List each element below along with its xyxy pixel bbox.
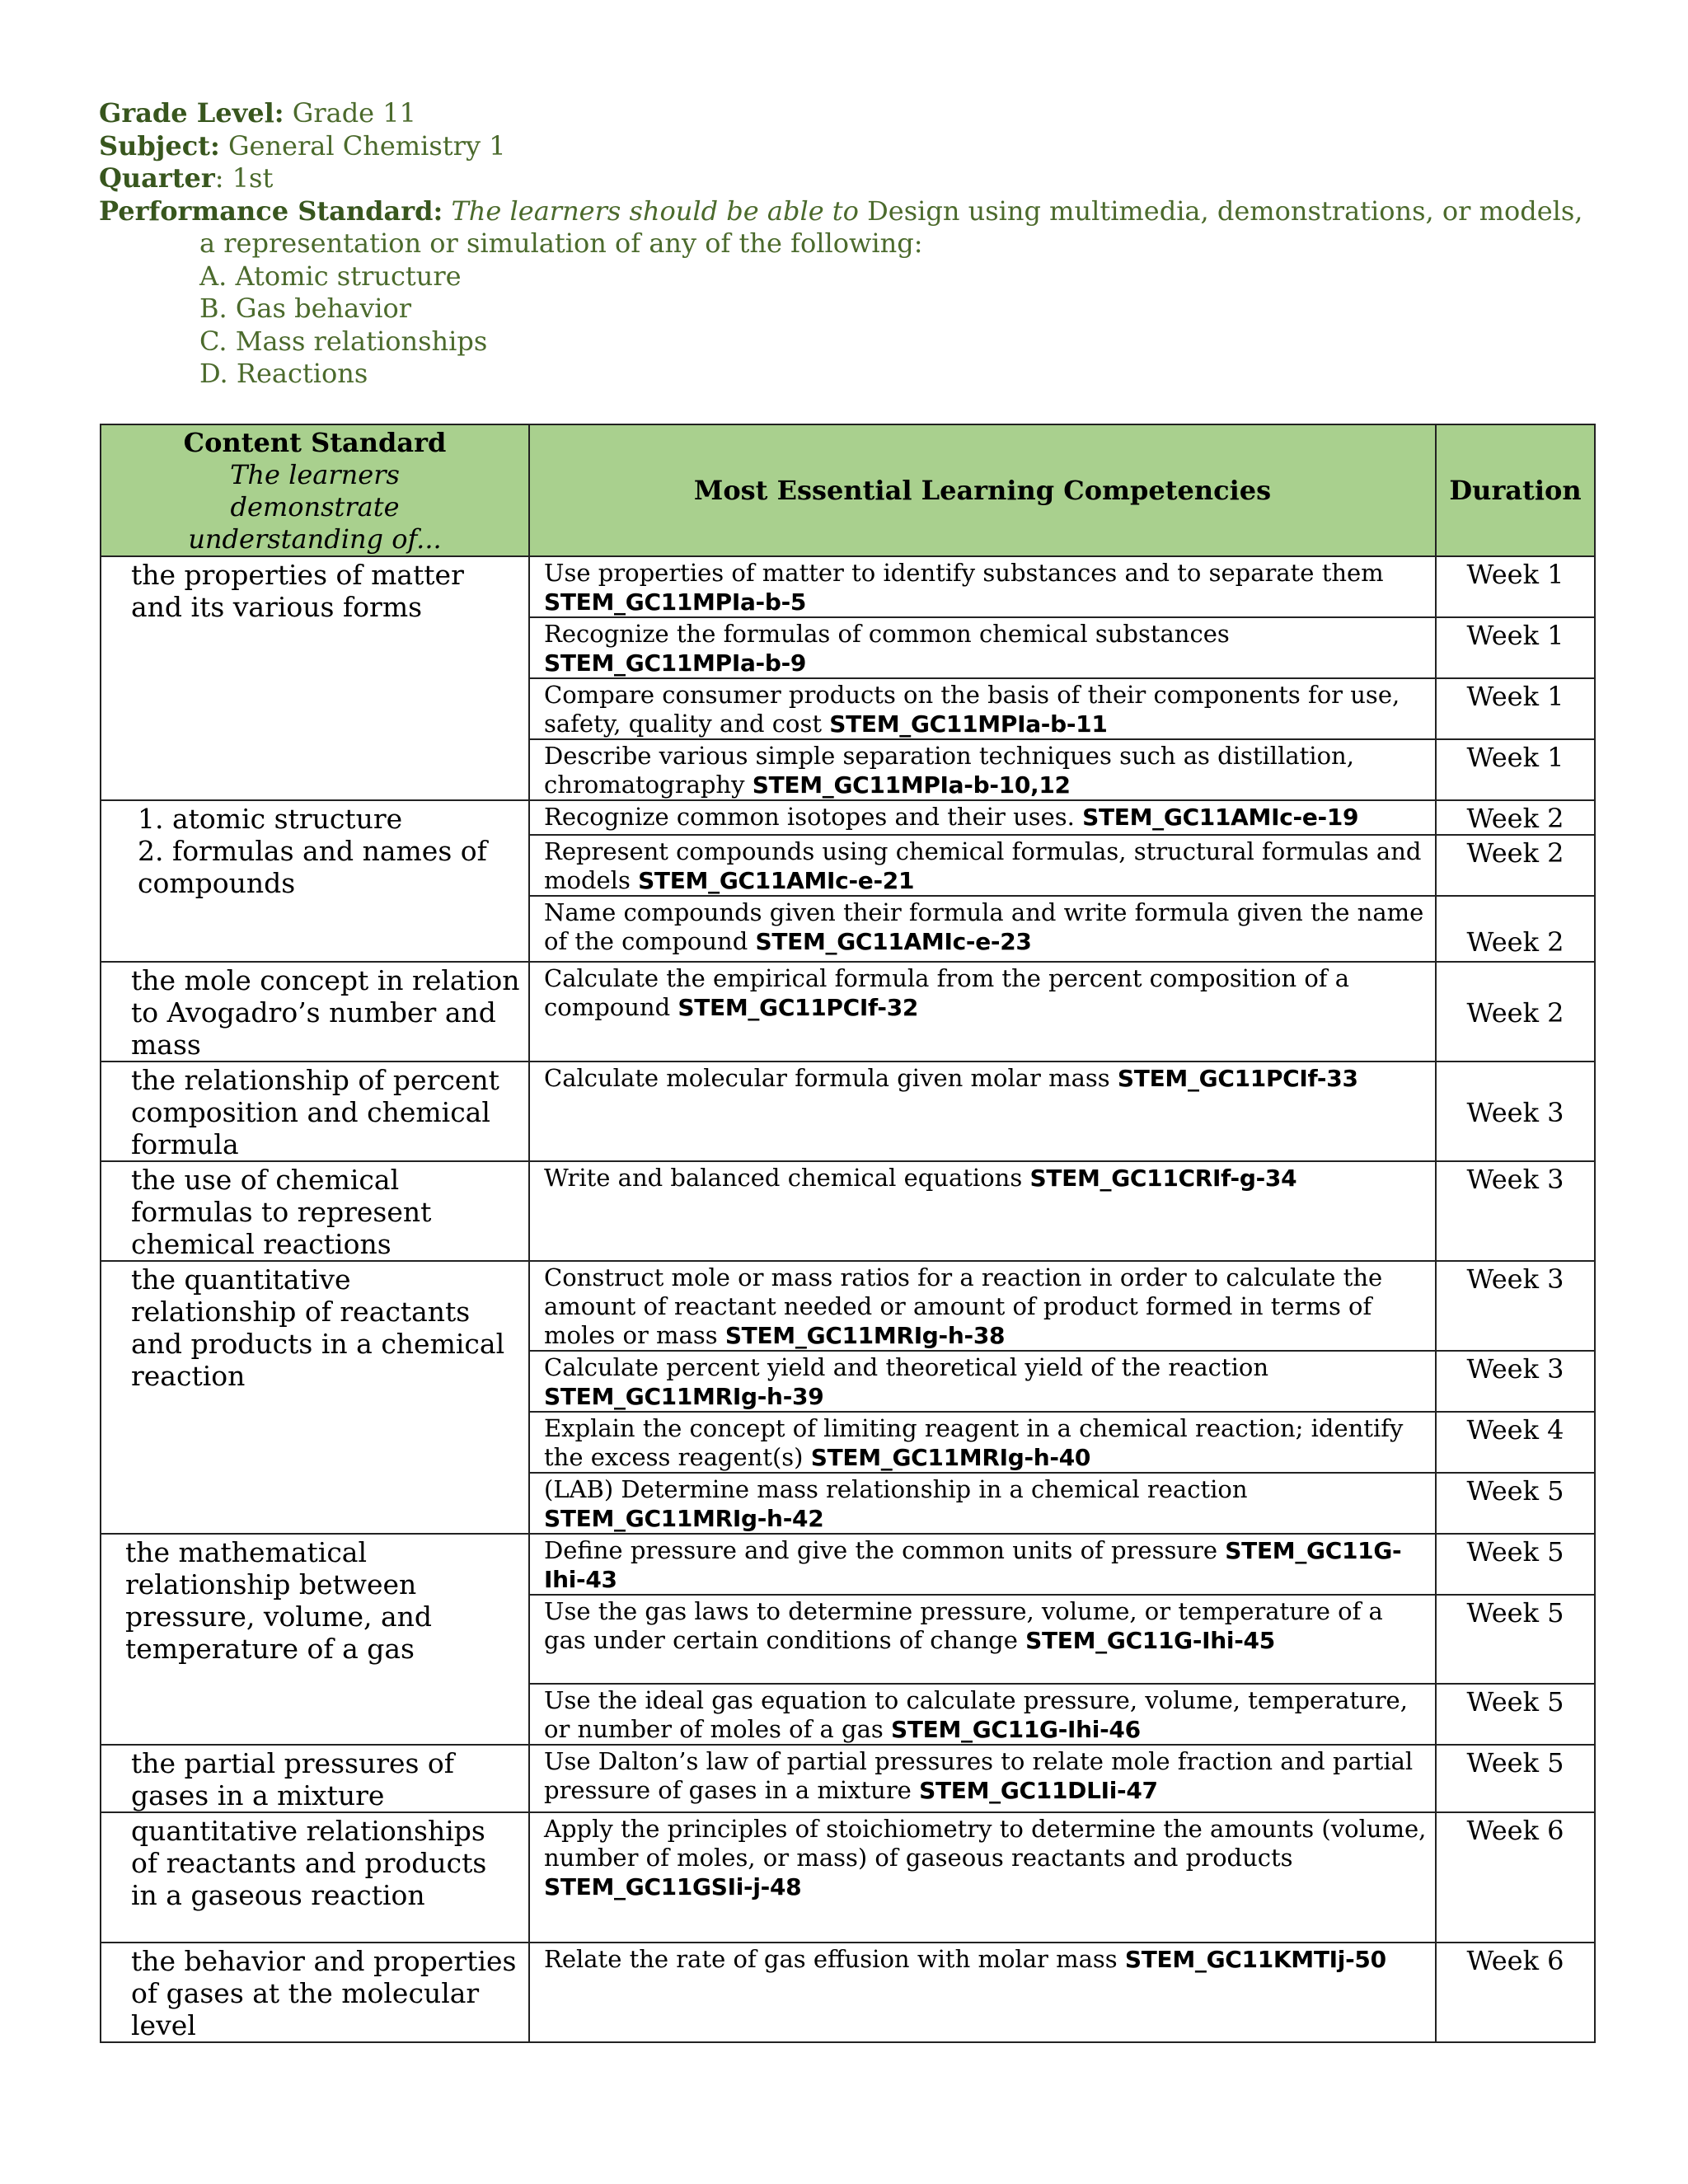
- competency-cell: [529, 1595, 1436, 1684]
- content-standard-text: the quantitative relationship of reactants and products in a chemical reaction: [131, 1263, 505, 1392]
- content-standard-subtitle-1: The learners: [230, 459, 400, 490]
- content-standard-text: the behavior and properties of gases at the molecular level: [131, 1945, 517, 2041]
- competency-text: Calculate the empirical formula from the percent composition of a compound: [544, 964, 1350, 1021]
- competency-code: STEM_GC11MPIa-b-10,12: [752, 771, 1071, 799]
- competency-cell: [529, 1812, 1436, 1943]
- competency-text: Calculate percent yield and theoretical yield of the reaction: [544, 1353, 1268, 1381]
- content-standard-cell: [101, 1062, 529, 1161]
- competency-code: STEM_GC11PCIf-32: [678, 994, 919, 1021]
- duration-cell: Week 1: [1436, 556, 1595, 617]
- competency-code: STEM_GC11G-Ihi-46: [890, 1716, 1141, 1743]
- competency-text: Construct mole or mass ratios for a reaction in order to calculate the amount of reactant needed or amount of product formed in terms of moles or mass: [544, 1263, 1383, 1349]
- table-row: [101, 1534, 1595, 1595]
- competency-code: STEM_GC11DLIi-47: [919, 1777, 1158, 1804]
- duration-cell: Week 5: [1436, 1684, 1595, 1745]
- performance-standard-text-2: a representation or simulation of any of the following:: [199, 227, 923, 259]
- competency-cell: [529, 1062, 1436, 1161]
- subject-line: [99, 130, 1607, 163]
- competency-text: Name compounds given their formula and write formula given the name of the compound: [544, 898, 1424, 955]
- competency-cell: [529, 1412, 1436, 1473]
- competency-text: Recognize common isotopes and their uses.: [544, 803, 1075, 831]
- duration-cell: Week 5: [1436, 1534, 1595, 1595]
- melc-table: [100, 424, 1596, 2043]
- content-standard-title: Content Standard: [183, 427, 447, 458]
- duration-header: Duration: [1436, 424, 1595, 556]
- duration-cell: Week 3: [1436, 1261, 1595, 1351]
- competency-code: STEM_GC11GSIi-j-48: [544, 1873, 802, 1900]
- content-standard-cell: [101, 556, 529, 800]
- competency-code: STEM_GC11MRIg-h-40: [810, 1444, 1091, 1471]
- performance-standard-label: Performance Standard:: [99, 194, 443, 227]
- performance-standard-line: [99, 195, 1607, 228]
- content-standard-text: the mathematical relationship between pressure, volume, and temperature of a gas: [125, 1536, 433, 1665]
- quarter-label: Quarter: [99, 162, 215, 194]
- competency-code: STEM_GC11MRIg-h-39: [544, 1383, 824, 1410]
- duration-cell: Week 6: [1436, 1812, 1595, 1943]
- performance-item: B. Gas behavior: [199, 293, 412, 324]
- duration-cell: Week 5: [1436, 1473, 1595, 1534]
- competency-text: Use the ideal gas equation to calculate pressure, volume, temperature, or number of moles of a gas: [544, 1686, 1408, 1743]
- content-standard-text: 1. atomic structure: [138, 803, 403, 835]
- competency-cell: [529, 1261, 1436, 1351]
- competency-text: Relate the rate of gas effusion with molar mass: [544, 1945, 1118, 1973]
- competency-text: Explain the concept of limiting reagent in a chemical reaction; identify the excess reagent(s): [544, 1414, 1404, 1471]
- table-row: [101, 962, 1595, 1062]
- competency-cell: [529, 896, 1436, 962]
- duration-cell: Week 2: [1436, 896, 1595, 962]
- competency-cell: [529, 1473, 1436, 1534]
- competency-text: Use properties of matter to identify substances and to separate them: [544, 559, 1384, 587]
- content-standard-cell: [101, 1812, 529, 1943]
- competency-code: STEM_GC11MRIg-h-42: [544, 1505, 824, 1532]
- table-row: [101, 1745, 1595, 1812]
- content-standard-text: quantitative relationships of reactants and products in a gaseous reaction: [131, 1815, 487, 1911]
- quarter-value: : 1st: [214, 162, 274, 194]
- document-header: [99, 97, 1607, 391]
- content-standard-cell: [101, 1261, 529, 1534]
- competency-cell: [529, 1161, 1436, 1261]
- duration-cell: Week 1: [1436, 739, 1595, 800]
- competency-cell: [529, 556, 1436, 617]
- grade-level-value: Grade 11: [292, 97, 416, 129]
- competency-cell: [529, 678, 1436, 739]
- table-row: [101, 800, 1595, 835]
- content-standard-cell: [101, 1943, 529, 2042]
- duration-cell: Week 5: [1436, 1595, 1595, 1684]
- competency-text: Use Dalton’s law of partial pressures to relate mole fraction and partial pressure of gases in a mixture: [544, 1747, 1414, 1804]
- competency-text: (LAB) Determine mass relationship in a chemical reaction: [544, 1475, 1248, 1503]
- content-standard-subtitle-3: understanding of...: [188, 523, 442, 555]
- quarter-line: [99, 162, 1607, 195]
- duration-cell: Week 1: [1436, 617, 1595, 678]
- competency-code: STEM_GC11AMIc-e-23: [755, 928, 1032, 955]
- competency-code: STEM_GC11KMTIj-50: [1124, 1946, 1386, 1973]
- table-row: [101, 556, 1595, 617]
- competency-code: STEM_GC11CRIf-g-34: [1029, 1165, 1297, 1192]
- subject-value: General Chemistry 1: [227, 129, 506, 162]
- competency-text: Calculate molecular formula given molar mass: [544, 1064, 1110, 1092]
- performance-item: A. Atomic structure: [199, 260, 462, 292]
- competency-text: Write and balanced chemical equations: [544, 1164, 1023, 1192]
- grade-level-line: [99, 97, 1607, 130]
- competency-cell: [529, 617, 1436, 678]
- content-standard-cell: [101, 1745, 529, 1812]
- competency-cell: [529, 1943, 1436, 2042]
- duration-cell: Week 5: [1436, 1745, 1595, 1812]
- competency-cell: [529, 835, 1436, 896]
- duration-cell: Week 2: [1436, 835, 1595, 896]
- competency-text: Describe various simple separation techniques such as distillation, chromatography: [544, 742, 1354, 799]
- content-standard-cell: [101, 1161, 529, 1261]
- competency-code: STEM_GC11MRIg-h-38: [724, 1322, 1006, 1349]
- competency-code: STEM_GC11G-Ihi-43: [544, 1537, 1402, 1593]
- competency-code: STEM_GC11G-Ihi-45: [1025, 1627, 1275, 1654]
- content-standard-header: [101, 424, 529, 556]
- content-standard-cell: [101, 800, 529, 962]
- performance-standard-text: Design using multimedia, demonstrations, or models,: [867, 194, 1583, 227]
- competency-code: STEM_GC11MPIa-b-11: [829, 710, 1108, 738]
- grade-level-label: Grade Level:: [99, 97, 284, 129]
- table-row: [101, 1161, 1595, 1261]
- content-standard-text: the use of chemical formulas to represent chemical reactions: [131, 1164, 432, 1260]
- competency-code: STEM_GC11MPIa-b-9: [544, 649, 807, 677]
- table-row: [101, 1943, 1595, 2042]
- duration-cell: Week 4: [1436, 1412, 1595, 1473]
- competency-text: Define pressure and give the common units of pressure: [544, 1536, 1218, 1564]
- performance-standard-intro: The learners should be able to: [451, 194, 859, 227]
- competency-cell: [529, 739, 1436, 800]
- duration-cell: Week 1: [1436, 678, 1595, 739]
- competency-cell: [529, 800, 1436, 835]
- competency-text: Compare consumer products on the basis of their components for use, safety, quality and cost: [544, 681, 1400, 738]
- performance-item: C. Mass relationships: [199, 325, 488, 357]
- content-standard-cell: [101, 1534, 529, 1745]
- competency-code: STEM_GC11MPIa-b-5: [544, 588, 807, 616]
- competency-text: Use the gas laws to determine pressure, volume, or temperature of a gas under certain conditions of change: [544, 1597, 1383, 1654]
- duration-cell: Week 6: [1436, 1943, 1595, 2042]
- competency-cell: [529, 1745, 1436, 1812]
- duration-cell: Week 3: [1436, 1062, 1595, 1161]
- competency-code: STEM_GC11PCIf-33: [1117, 1065, 1358, 1092]
- content-standard-cell: [101, 962, 529, 1062]
- content-standard-text: the mole concept in relation to Avogadro’s number and mass: [131, 964, 520, 1061]
- competency-text: Apply the principles of stoichiometry to determine the amounts (volume, number of moles, or mass) of gaseous reactants and products: [544, 1815, 1427, 1872]
- content-standard-text: the properties of matter and its various forms: [131, 559, 464, 623]
- table-header-row: [101, 424, 1595, 556]
- content-standard-text: 2. formulas and names of compounds: [138, 835, 487, 899]
- competency-text: Recognize the formulas of common chemical substances: [544, 620, 1230, 648]
- table-row: [101, 1261, 1595, 1351]
- duration-cell: Week 2: [1436, 800, 1595, 835]
- competency-code: STEM_GC11AMIc-e-21: [638, 867, 915, 894]
- competency-text: Represent compounds using chemical formulas, structural formulas and models: [544, 837, 1422, 894]
- competency-cell: [529, 1684, 1436, 1745]
- competency-cell: [529, 1534, 1436, 1595]
- competency-cell: [529, 1351, 1436, 1412]
- table-row: [101, 1812, 1595, 1943]
- content-standard-text: the relationship of percent composition and chemical formula: [131, 1064, 499, 1160]
- competency-cell: [529, 962, 1436, 1062]
- duration-cell: Week 2: [1436, 962, 1595, 1062]
- duration-cell: Week 3: [1436, 1351, 1595, 1412]
- subject-label: Subject:: [99, 129, 220, 162]
- content-standard-text: the partial pressures of gases in a mixture: [131, 1747, 455, 1811]
- content-standard-subtitle-2: demonstrate: [230, 491, 400, 523]
- table-row: [101, 1062, 1595, 1161]
- performance-item: D. Reactions: [199, 358, 368, 389]
- duration-cell: Week 3: [1436, 1161, 1595, 1261]
- competencies-header: Most Essential Learning Competencies: [529, 424, 1436, 556]
- competency-code: STEM_GC11AMIc-e-19: [1082, 804, 1359, 831]
